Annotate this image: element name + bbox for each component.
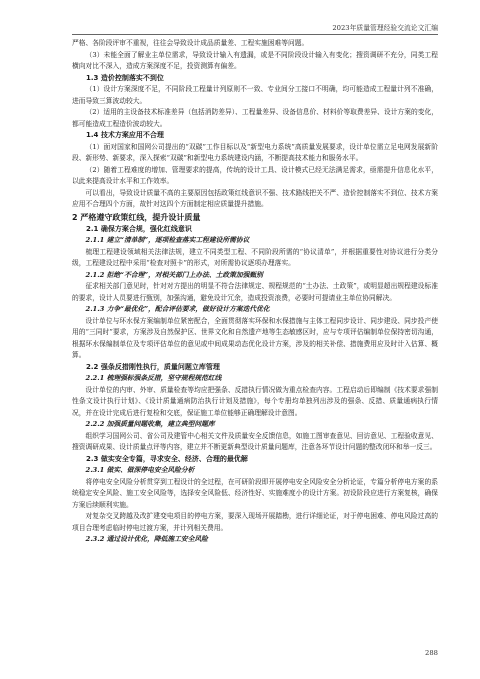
paragraph: 梳理工程建设领域相关法律法规，建立不同类型工程、不同阶段所需的“协议清单”，并根据重要性对协议进行分类分级，工程建设过程中采用“检查对照卡”的形式，对所需协议逐项办理落实。 — [72, 247, 438, 267]
paragraph: 征求相关部门意见时，针对对方提出的明显不符合法律规定、规程规范的“土办法、土政策”，或明显超出规程建设标准的要求，设计人员要进行甄别，加强沟通，避免设计冗余，造成投资浪费，必要时可提请业主单位协同解决。 — [72, 282, 438, 302]
section-heading: 2 严格遵守政策红线，提升设计质量 — [72, 212, 201, 222]
subsubsection-heading: 2.3.1 做实、做深停电安全风险分析 — [85, 466, 195, 474]
subsection-heading: 2.3 做实安全专篇，寻求安全、经济、合理的最优解 — [86, 454, 248, 463]
paragraph: （1）面对国家和国网公司提出的“双碳”工作目标以及“新型电力系统”高质量发展要求，设计单位需立足电网发展新阶段、新形势、新要求，深入探索“双碳”和新型电力系统建设内涵，不断提高技术能力和服务水平。 — [72, 142, 438, 162]
subsubsection-heading: 2.1.2 拒绝“不合理”，对相关部门上办法、土政策加强甄别 — [85, 270, 263, 279]
paragraph: 将停电安全风险分析贯穿到工程设计的全过程，在可研阶段即开展停电安全风险安全分析论证，专篇分析停电方案的系统稳定安全风险、施工安全风险等，选择安全风险低、经济性好、实施难度小的设计方案。初设阶段应进行方案复核，确保方案后续顺利实施。 — [72, 477, 438, 509]
subsection-heading: 1.3 造价控制落实不到位 — [86, 73, 164, 82]
paragraph: （3）未能全面了解业主单位需求，导致设计输入有遗漏，或是不同阶段设计输入有变化；搜资调研不充分，同类工程横向对比不深入，造成方案深度不足，投资测算有偏差。 — [72, 50, 438, 70]
paragraph: （1）设计方案深度不足，不同阶段工程量计列原则不一致、专业间分工接口不明确，均可能造成工程量计列不准确，进而导致三算波动较大。 — [72, 85, 438, 105]
subsection-heading: 1.4 技术方案应用不合理 — [86, 131, 164, 139]
paragraph: 严格、各阶段评审不重视，往往会导致设计成品质量差、工程实施困难等问题。 — [72, 39, 309, 47]
subsubsection-heading: 2.1.1 建立“清单制”，逐项检查落实工程建设所需协议 — [85, 236, 250, 244]
subsection-heading: 2.1 确保方案合规，强化红线意识 — [86, 224, 192, 233]
paragraph: 对复杂交叉跨越及改扩建变电项目的停电方案，要深入现场开展踏勘，进行详细论证，对于停电困难、停电风险过高的项目合理考虑临时停电过渡方案，并计列相关费用。 — [72, 512, 438, 532]
subsubsection-heading: 2.3.2 通过设计优化，降低施工安全风险 — [85, 535, 208, 543]
running-header: 2023年质量管理经验交流论文汇编 — [72, 22, 438, 35]
paragraph: 设计单位的内审、外审、质量检查等均应把强条、反措执行情况做为重点检查内容。工程启动后即编制《技术要求强制性条文设计执行计划》、《设计质量通病防治执行计划及措施》，每个专册均单独列出涉及的强条、反措、质量通病执行情况，并在设计完成后进行复检和交底，保证施工单位能够正确理解设计意图。 — [72, 385, 438, 417]
paragraph: 组织学习国网公司、省公司及建管中心相关文件及质量安全反馈信息，如施工图审查意见、回访意见、工程验收意见、搜资调研成果、设计质量点评等内容，建立并不断更新典型设计质量问题库，注意各环节设计问题的整改闭环和举一反三。 — [72, 431, 438, 451]
subsubsection-heading: 2.2.2 加强质量问题收集，建立典型问题库 — [85, 420, 215, 428]
page-content — [72, 38, 438, 546]
subsection-heading: 2.2 强条反措刚性执行，质量问题立库管理 — [86, 362, 220, 371]
subsubsection-heading: 2.2.1 梳理强标强条反措，坚守规程规范红线 — [85, 374, 222, 382]
paragraph: （2）适用的主设备技术标准差异（包括消防差异）、工程量差异、设备信息价、材料价等取费差异、设计方案的变化，都可能造成工程造价波动较大。 — [72, 108, 438, 128]
subsubsection-heading: 2.1.3 力争“最优化”，配合评估要求，做好设计方案迭代优化 — [85, 305, 270, 313]
paragraph: 可以看出，导致设计质量不高的主要原因包括政策红线意识不强、技术路线把关不严、造价控制落实不到位、技术方案应用不合理四个方面，故针对这四个方面制定相应质量提升措施。 — [72, 188, 438, 208]
paragraph: （2）随着工程难度的增加、管理要求的提高，传统的设计工具、设计模式已经无法满足需求，亟需提升信息化水平，以此来提高设计水平和工作效率。 — [72, 165, 438, 185]
page-number: 288 — [425, 649, 438, 657]
paragraph: 设计单位与环水保方案编制单位紧密配合，全面贯彻落实环保和水保措施与主体工程同步设计、同步建设、同步投产使用的“三同时”要求，方案涉及自然保护区、世界文化和自然遗产地等生态敏感区时，应与专项评估编制单位保持密切沟通，根据环水保编制单位及专项评估单位的意见或中间成果动态优化设计方案，涉及的相关补偿、措施费用应及时计入估算、概算。 — [72, 316, 438, 359]
